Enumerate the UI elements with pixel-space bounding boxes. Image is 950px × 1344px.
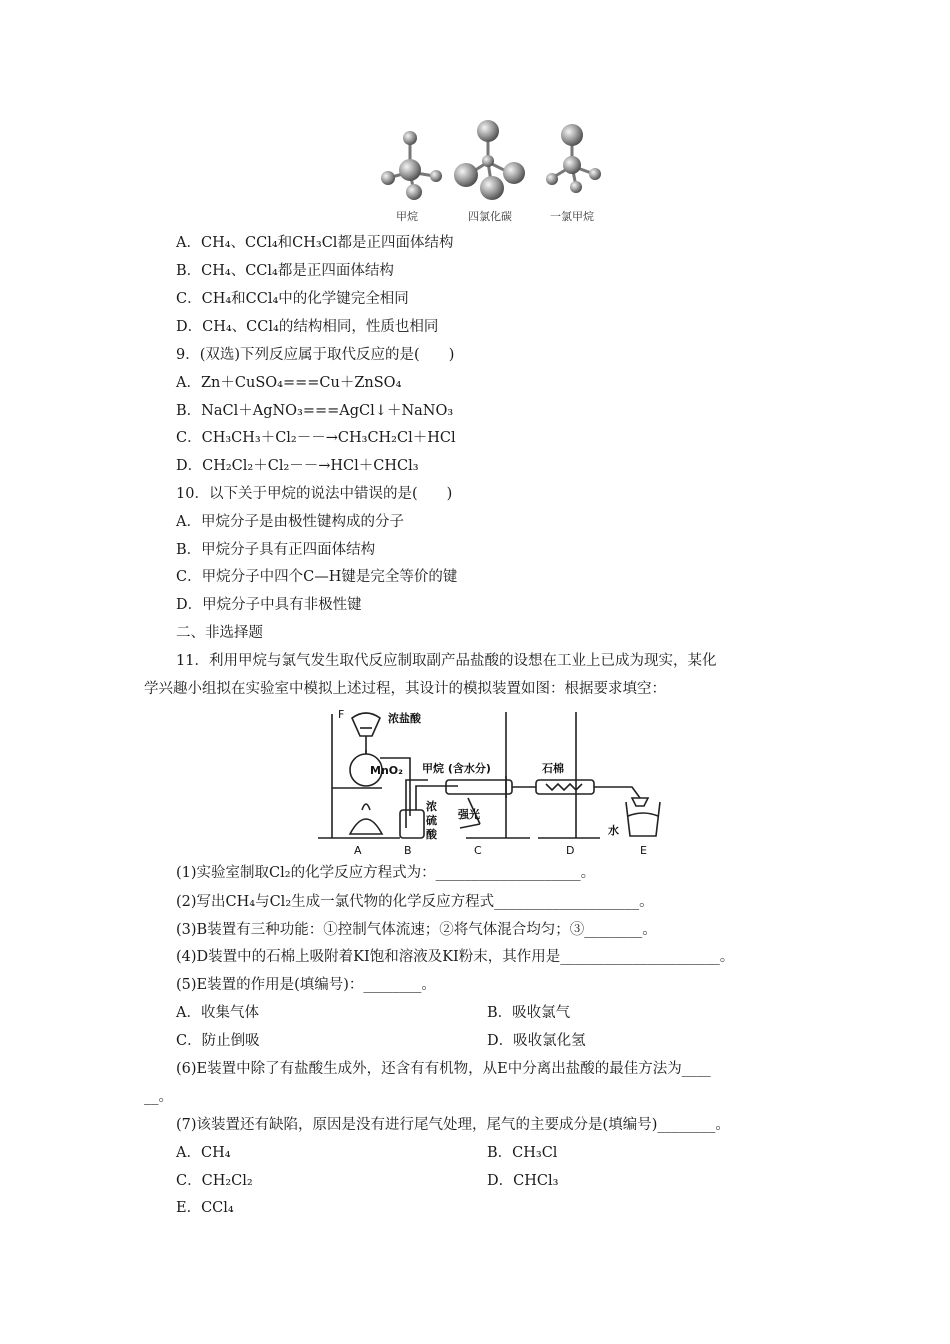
caption-methane: 甲烷 — [396, 210, 418, 223]
q11-sub2: (2)写出CH₄与Cl₂生成一氯代物的化学反应方程式____________________。 — [176, 894, 654, 910]
q10-option-d: D．甲烷分子中具有非极性键 — [176, 597, 362, 613]
q9-stem: 9．(双选)下列反应属于取代反应的是( ) — [176, 347, 455, 363]
label-e: E — [640, 844, 647, 857]
q11-sub7-option-c: C．CH₂Cl₂ — [176, 1173, 253, 1189]
q11-sub7-option-d: D．CHCl₃ — [487, 1173, 559, 1189]
section-heading: 二、非选择题 — [176, 625, 263, 641]
q8-option-d: D．CH₄、CCl₄的结构相同，性质也相同 — [176, 319, 439, 335]
q10-option-b: B．甲烷分子具有正四面体结构 — [176, 542, 376, 558]
molecule-models-image — [372, 118, 612, 210]
label-water: 水 — [608, 824, 619, 837]
methane-model-icon — [381, 131, 442, 200]
q11-sub1: (1)实验室制取Cl₂的化学反应方程式为：____________________。 — [176, 865, 596, 881]
q11-sub5-option-a: A．收集气体 — [176, 1005, 259, 1021]
label-b: B — [404, 844, 412, 857]
q10-option-a: A．甲烷分子是由极性键构成的分子 — [176, 514, 404, 530]
q10-option-c: C．甲烷分子中四个C—H键是完全等价的键 — [176, 569, 458, 585]
label-asbestos: 石棉 — [542, 762, 564, 775]
q10-stem: 10．以下关于甲烷的说法中错误的是( ) — [176, 486, 453, 502]
label-d: D — [566, 844, 575, 857]
q11-sub5: (5)E装置的作用是(填编号)：________。 — [176, 977, 436, 993]
q11-sub7-option-e: E．CCl₄ — [176, 1200, 234, 1216]
molecule-models-figure — [372, 118, 612, 230]
label-c: C — [474, 844, 482, 857]
label-conc-h2so4-1: 浓 — [426, 800, 437, 813]
q8-option-b: B．CH₄、CCl₄都是正四面体结构 — [176, 263, 394, 279]
q9-option-c: C．CH₃CH₃＋Cl₂－－→CH₃CH₂Cl＋HCl — [176, 430, 456, 446]
q9-option-d: D．CH₂Cl₂＋Cl₂－－→HCl＋CHCl₃ — [176, 458, 419, 474]
q11-sub7-option-b: B．CH₃Cl — [487, 1145, 558, 1161]
label-methane: 甲烷 (含水分) — [422, 762, 491, 775]
apparatus-diagram — [310, 706, 670, 862]
label-f: F — [338, 708, 345, 721]
q11-sub5-option-d: D．吸收氯化氢 — [487, 1033, 586, 1049]
q11-sub5-option-c: C．防止倒吸 — [176, 1033, 260, 1049]
label-a: A — [354, 844, 362, 857]
q11-sub7-option-a: A．CH₄ — [176, 1145, 231, 1161]
q8-option-a: A．CH₄、CCl₄和CH₃Cl都是正四面体结构 — [176, 235, 454, 251]
apparatus-figure — [310, 706, 670, 862]
caption-chloromethane: 一氯甲烷 — [550, 210, 594, 223]
q11-sub4: (4)D装置中的石棉上吸附着KI饱和溶液及KI粉末，其作用是______________________。 — [176, 949, 735, 965]
caption-carbon-tetrachloride: 四氯化碳 — [468, 210, 512, 223]
label-conc-h2so4-3: 酸 — [426, 828, 437, 841]
q11-sub5-option-b: B．吸收氯气 — [487, 1005, 571, 1021]
label-conc-h2so4-2: 硫 — [426, 814, 437, 827]
label-light: 强光 — [458, 808, 480, 821]
q11-stem-line2: 学兴趣小组拟在实验室中模拟上述过程，其设计的模拟装置如图：根据要求填空： — [144, 681, 666, 697]
q9-option-b: B．NaCl＋AgNO₃===AgCl↓＋NaNO₃ — [176, 403, 454, 419]
label-mno2: MnO₂ — [370, 764, 403, 777]
chloromethane-model-icon — [546, 124, 601, 193]
q11-stem-line1: 11．利用甲烷与氯气发生取代反应制取副产品盐酸的设想在工业上已成为现实，某化 — [176, 653, 717, 669]
q11-sub6-line1: (6)E装置中除了有盐酸生成外，还含有有机物，从E中分离出盐酸的最佳方法为____ — [176, 1061, 711, 1077]
q11-sub6-line2: __。 — [144, 1089, 173, 1105]
q11-sub3: (3)B装置有三种功能：①控制气体流速；②将气体混合均匀；③________。 — [176, 922, 657, 938]
q9-option-a: A．Zn＋CuSO₄===Cu＋ZnSO₄ — [176, 375, 402, 391]
label-conc-hcl: 浓盐酸 — [388, 712, 421, 725]
carbon-tetrachloride-model-icon — [454, 120, 525, 200]
q8-option-c: C．CH₄和CCl₄中的化学键完全相同 — [176, 291, 409, 307]
q11-sub7: (7)该装置还有缺陷，原因是没有进行尾气处理，尾气的主要成分是(填编号)________。 — [176, 1117, 730, 1133]
